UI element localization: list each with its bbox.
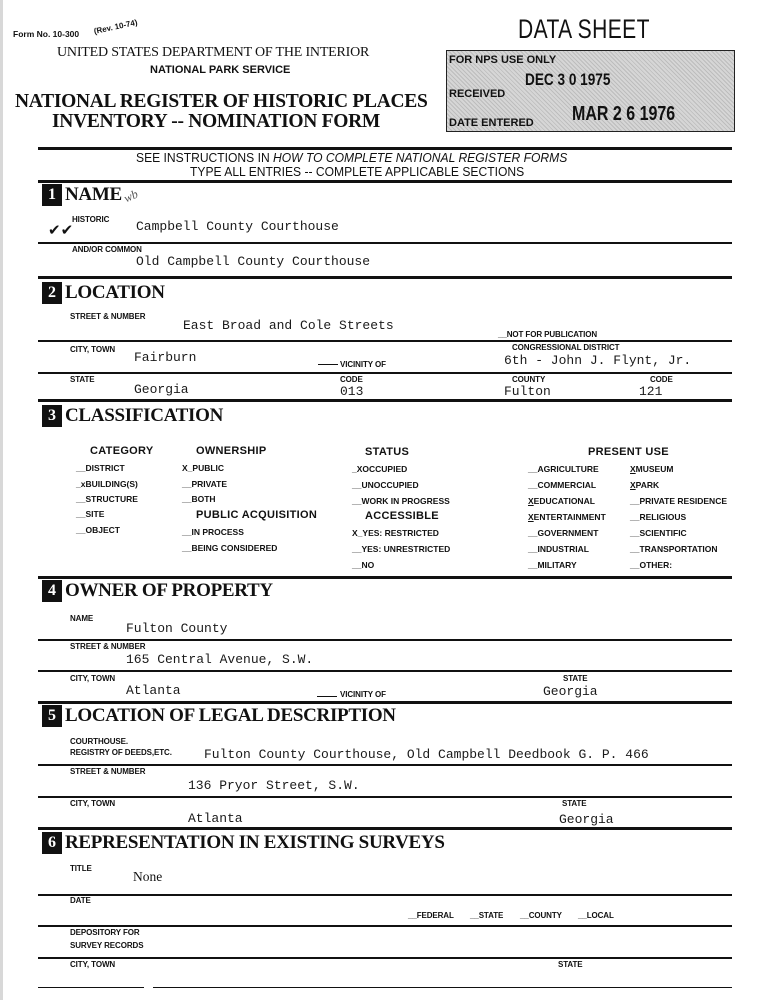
courthouse-label-2: REGISTRY OF DEEDS,ETC. <box>70 748 172 757</box>
ownership-option[interactable] <box>182 463 227 479</box>
form-title-line1: NATIONAL REGISTER OF HISTORIC PLACES <box>15 91 428 112</box>
section-5-header <box>42 705 396 727</box>
form-title-line2: INVENTORY -- NOMINATION FORM <box>52 111 381 132</box>
status-heading: STATUS <box>365 446 410 458</box>
present-use-option[interactable] <box>630 544 727 560</box>
option-label: GOVERNMENT <box>537 528 599 538</box>
present-use-option[interactable] <box>528 528 606 544</box>
option-label: NO <box>361 560 375 570</box>
instructions-line2: TYPE ALL ENTRIES -- COMPLETE APPLICABLE SECTIONS <box>190 164 525 179</box>
owner-state-value: Georgia <box>543 684 598 699</box>
state-code-label: CODE <box>340 375 363 384</box>
legal-street-label: STREET & NUMBER <box>70 767 146 776</box>
option-label: RELIGIOUS <box>639 512 687 522</box>
section-3-header <box>42 405 223 427</box>
handwritten-initials: wb <box>121 186 141 206</box>
check-mark: _X <box>352 464 363 474</box>
state-label: STATE <box>70 375 95 384</box>
survey-title-label: TITLE <box>70 864 92 873</box>
check-mark: __ <box>630 512 640 522</box>
accessible-option[interactable] <box>352 544 450 560</box>
status-option[interactable] <box>352 480 450 496</box>
option-label: ENTERTAINMENT <box>533 512 606 522</box>
section-4-header <box>42 580 273 602</box>
courthouse-label-1: COURTHOUSE. <box>70 737 129 746</box>
check-mark: __ <box>630 544 640 554</box>
city-label: CITY, TOWN <box>70 345 116 354</box>
vicinity-blank[interactable] <box>318 364 338 365</box>
street-label: STREET & NUMBER <box>70 312 146 321</box>
divider <box>38 796 732 798</box>
section-1-header <box>42 184 122 206</box>
public-acquisition-list <box>182 527 277 559</box>
option-label: UNOCCUPIED <box>361 480 419 490</box>
option-label: IN PROCESS <box>191 527 244 537</box>
legal-city-label: CITY, TOWN <box>70 799 116 808</box>
divider <box>38 987 144 988</box>
county-code-value: 121 <box>639 384 663 399</box>
category-option[interactable] <box>76 479 138 494</box>
check-mark: _x <box>76 479 86 489</box>
accessible-heading: ACCESSIBLE <box>365 510 439 522</box>
category-option[interactable] <box>76 494 138 509</box>
present-use-option[interactable] <box>528 560 606 576</box>
present-use-col2 <box>630 464 727 576</box>
check-mark: X_ <box>352 528 363 538</box>
section-number: 5 <box>42 705 62 727</box>
option-label: OCCUPIED <box>362 464 408 474</box>
option-label: COMMERCIAL <box>537 480 597 490</box>
public-acquisition-heading: PUBLIC ACQUISITION <box>196 509 318 521</box>
divider <box>38 576 732 579</box>
divider <box>38 894 732 896</box>
historic-name-value: Campbell County Courthouse <box>136 219 339 234</box>
divider <box>38 242 732 244</box>
section-number: 1 <box>42 184 62 206</box>
present-use-option[interactable] <box>528 512 606 528</box>
divider <box>38 925 732 927</box>
divider <box>38 701 732 704</box>
present-use-option[interactable] <box>528 496 606 512</box>
nps-use-only-box <box>446 50 735 132</box>
divider <box>38 957 732 959</box>
check-mark: X <box>528 496 534 506</box>
common-name-label: AND/OR COMMON <box>72 245 142 254</box>
section-title: NAME <box>65 184 122 205</box>
divider <box>38 340 732 342</box>
status-list <box>352 464 450 512</box>
historic-label: HISTORIC <box>72 215 110 224</box>
check-mark: __ <box>182 479 192 489</box>
present-use-col1 <box>528 464 606 576</box>
owner-city-value: Atlanta <box>126 683 181 698</box>
option-label: BOTH <box>191 494 216 504</box>
divider <box>38 670 732 672</box>
section-2-header <box>42 282 165 304</box>
option-label: EDUCATIONAL <box>533 496 595 506</box>
check-mark: __ <box>630 496 640 506</box>
federal-option[interactable]: __FEDERAL <box>408 911 454 920</box>
option-label: BUILDING(S) <box>85 479 138 489</box>
not-for-publication-option[interactable]: __NOT FOR PUBLICATION <box>498 330 598 339</box>
accessible-option[interactable] <box>352 560 450 576</box>
option-label: AGRICULTURE <box>537 464 599 474</box>
divider <box>38 276 732 279</box>
check-mark: __ <box>76 509 86 519</box>
option-label: WORK IN PROGRESS <box>361 496 450 506</box>
vicinity-blank[interactable] <box>317 696 337 697</box>
present-use-option[interactable] <box>630 528 727 544</box>
check-mark: __ <box>182 494 192 504</box>
category-heading: CATEGORY <box>90 445 154 457</box>
survey-city-label: CITY, TOWN <box>70 960 116 969</box>
accessible-option[interactable] <box>352 528 450 544</box>
check-mark: __ <box>528 480 538 490</box>
divider <box>153 987 732 988</box>
received-label: RECEIVED <box>449 88 506 100</box>
congressional-district-value: 6th - John J. Flynt, Jr. <box>504 353 692 368</box>
check-mark: X_ <box>182 463 193 473</box>
check-mark: __ <box>76 525 86 535</box>
owner-city-label: CITY, TOWN <box>70 674 116 683</box>
option-label: STRUCTURE <box>85 494 138 504</box>
present-use-option[interactable] <box>528 480 606 496</box>
category-option[interactable] <box>76 525 138 541</box>
check-mark: __ <box>528 560 538 570</box>
status-option[interactable] <box>352 464 450 480</box>
legal-state-label: STATE <box>562 799 587 808</box>
nps-use-only-label: FOR NPS USE ONLY <box>449 54 557 66</box>
check-mark: __ <box>182 543 192 553</box>
check-mark: __ <box>630 560 640 570</box>
present-use-option[interactable] <box>630 480 727 496</box>
check-mark: __ <box>630 528 640 538</box>
check-mark: __ <box>352 560 362 570</box>
legal-state-value: Georgia <box>559 812 614 827</box>
option-label: PRIVATE RESIDENCE <box>639 496 728 506</box>
option-label: OBJECT <box>85 525 120 535</box>
divider <box>38 399 732 402</box>
option-label: MILITARY <box>537 560 577 570</box>
data-sheet-heading: DATA SHEET <box>518 14 650 44</box>
depository-label-2: SURVEY RECORDS <box>70 941 144 950</box>
section-6-header <box>42 832 445 854</box>
option-label: YES: RESTRICTED <box>362 528 439 538</box>
check-mark: __ <box>528 464 538 474</box>
option-label: PUBLIC <box>192 463 225 473</box>
owner-name-value: Fulton County <box>126 621 228 636</box>
check-mark: __ <box>76 494 86 504</box>
form-revision: (Rev. 10-74) <box>93 17 139 36</box>
section-title: LOCATION OF LEGAL DESCRIPTION <box>65 705 396 726</box>
present-use-option[interactable] <box>528 544 606 560</box>
divider <box>38 180 732 183</box>
section-title: LOCATION <box>65 282 165 303</box>
present-use-option[interactable] <box>630 512 727 528</box>
department-name: UNITED STATES DEPARTMENT OF THE INTERIOR <box>57 45 370 60</box>
option-label: OTHER: <box>639 560 673 570</box>
county-code-label: CODE <box>650 375 673 384</box>
option-label: SITE <box>85 509 105 519</box>
county-label: COUNTY <box>512 375 546 384</box>
county-option[interactable]: __COUNTY <box>520 911 562 920</box>
county-value: Fulton <box>504 384 551 399</box>
ownership-list <box>182 463 227 509</box>
survey-title-value: None <box>133 869 163 884</box>
state-option[interactable]: __STATE <box>470 911 504 920</box>
state-code-value: 013 <box>340 384 364 399</box>
survey-state-label: STATE <box>558 960 583 969</box>
owner-vicinity-label: VICINITY OF <box>340 690 386 699</box>
option-label: BEING CONSIDERED <box>191 543 278 553</box>
option-label: PRIVATE <box>191 479 228 489</box>
check-mark: X <box>528 512 534 522</box>
depository-label-1: DEPOSITORY FOR <box>70 928 140 937</box>
acquisition-option[interactable] <box>182 527 277 543</box>
courthouse-value: Fulton County Courthouse, Old Campbell Deedbook G. P. 466 <box>204 747 649 762</box>
ownership-heading: OWNERSHIP <box>196 445 267 457</box>
ownership-option[interactable] <box>182 479 227 494</box>
owner-street-label: STREET & NUMBER <box>70 642 146 651</box>
check-mark: __ <box>352 480 362 490</box>
check-mark: X <box>630 464 636 474</box>
category-option[interactable] <box>76 463 138 479</box>
date-entered-label: DATE ENTERED <box>449 117 534 129</box>
section-title: OWNER OF PROPERTY <box>65 580 273 601</box>
instructions-prefix: SEE INSTRUCTIONS IN <box>136 150 274 165</box>
instructions-reference: HOW TO COMPLETE NATIONAL REGISTER FORMS <box>273 150 568 165</box>
check-mark: __ <box>76 463 86 473</box>
form-number: Form No. 10-300 <box>13 29 80 39</box>
divider <box>38 639 732 641</box>
check-marks-icon: ✔✔ <box>48 222 74 239</box>
survey-date-label: DATE <box>70 896 91 905</box>
accessible-list <box>352 528 450 576</box>
check-mark: __ <box>182 527 192 537</box>
common-name-value: Old Campbell County Courthouse <box>136 254 371 269</box>
check-mark: __ <box>352 544 362 554</box>
section-number: 2 <box>42 282 62 304</box>
page-edge <box>0 0 3 1000</box>
option-label: INDUSTRIAL <box>537 544 589 554</box>
option-label: PARK <box>635 480 660 490</box>
ownership-option[interactable] <box>182 494 227 509</box>
legal-street-value: 136 Pryor Street, S.W. <box>188 778 360 793</box>
present-use-option[interactable] <box>630 560 727 576</box>
option-label: DISTRICT <box>85 463 125 473</box>
category-option[interactable] <box>76 509 138 525</box>
vicinity-label: VICINITY OF <box>340 360 386 369</box>
option-label: YES: UNRESTRICTED <box>361 544 451 554</box>
option-label: MUSEUM <box>635 464 674 474</box>
check-mark: X <box>630 480 636 490</box>
check-mark: __ <box>528 528 538 538</box>
section-title: REPRESENTATION IN EXISTING SURVEYS <box>65 832 445 853</box>
section-number: 6 <box>42 832 62 854</box>
service-name: NATIONAL PARK SERVICE <box>150 64 291 76</box>
present-use-option[interactable] <box>528 464 606 480</box>
congressional-district-label: CONGRESSIONAL DISTRICT <box>512 343 620 352</box>
divider <box>38 372 732 374</box>
acquisition-option[interactable] <box>182 543 277 559</box>
option-label: SCIENTIFIC <box>639 528 687 538</box>
divider <box>38 764 732 766</box>
present-use-option[interactable] <box>630 496 727 512</box>
option-label: TRANSPORTATION <box>639 544 718 554</box>
present-use-heading: PRESENT USE <box>588 446 669 458</box>
state-value: Georgia <box>134 382 189 397</box>
owner-state-label: STATE <box>563 674 588 683</box>
section-number: 4 <box>42 580 62 602</box>
divider <box>38 827 732 830</box>
street-value: East Broad and Cole Streets <box>183 318 394 333</box>
city-value: Fairburn <box>134 350 197 365</box>
instructions-line1 <box>136 150 567 165</box>
section-number: 3 <box>42 405 62 427</box>
check-mark: __ <box>528 544 538 554</box>
owner-name-label: NAME <box>70 614 94 623</box>
legal-city-value: Atlanta <box>188 811 243 826</box>
category-list <box>76 463 138 541</box>
owner-street-value: 165 Central Avenue, S.W. <box>126 652 314 667</box>
date-entered-value: MAR 2 6 1976 <box>572 103 676 125</box>
section-title: CLASSIFICATION <box>65 405 224 426</box>
check-mark: __ <box>352 496 362 506</box>
present-use-option[interactable] <box>630 464 727 480</box>
local-option[interactable]: __LOCAL <box>578 911 614 920</box>
received-date: DEC 3 0 1975 <box>525 70 611 89</box>
